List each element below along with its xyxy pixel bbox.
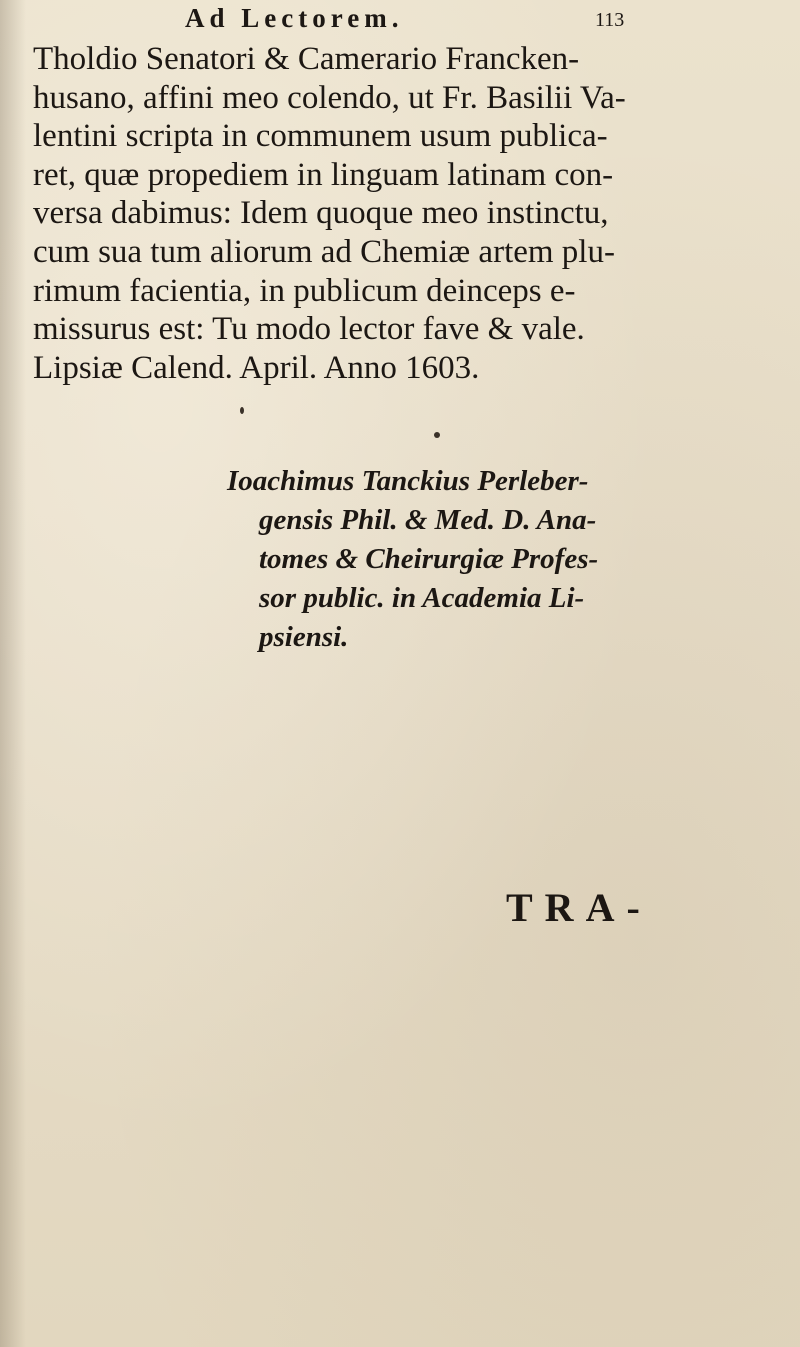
signature-line: sor public. in Academia Li- xyxy=(259,582,585,614)
signature-line: psiensi. xyxy=(259,621,349,653)
text-line: lentini scripta in communem usum publica- xyxy=(33,118,608,155)
gutter-shadow xyxy=(0,0,26,1347)
ink-speck xyxy=(434,432,440,438)
ink-speck xyxy=(240,407,244,414)
text-line: ret, quæ propediem in linguam latinam con- xyxy=(33,156,614,193)
text-line: Lipsiæ Calend. April. Anno 1603. xyxy=(33,349,480,386)
text-line: Tholdio Senatori & Camerario Francken- xyxy=(33,41,580,77)
text-line: cum sua tum aliorum ad Chemiæ artem plu- xyxy=(33,233,615,270)
signature-line: Ioachimus Tanckius Perleber- xyxy=(227,465,589,497)
signature-line: gensis Phil. & Med. D. Ana- xyxy=(259,504,597,536)
text-line: husano, affini meo colendo, ut Fr. Basilii Va- xyxy=(33,79,626,116)
text-line: rimum facientia, in publicum deinceps e- xyxy=(33,272,576,309)
page-number: 113 xyxy=(595,9,625,31)
page-header xyxy=(0,3,800,43)
catchword: TRA- xyxy=(506,885,652,930)
text-line: versa dabimus: Idem quoque meo instinctu, xyxy=(33,195,609,232)
text-line: missurus est: Tu modo lector fave & vale. xyxy=(33,311,585,348)
body-paragraph xyxy=(33,40,793,387)
signature-line: tomes & Cheirurgiæ Profes- xyxy=(259,543,599,575)
signature-block xyxy=(227,462,697,657)
running-head: Ad Lectorem. xyxy=(185,3,404,33)
